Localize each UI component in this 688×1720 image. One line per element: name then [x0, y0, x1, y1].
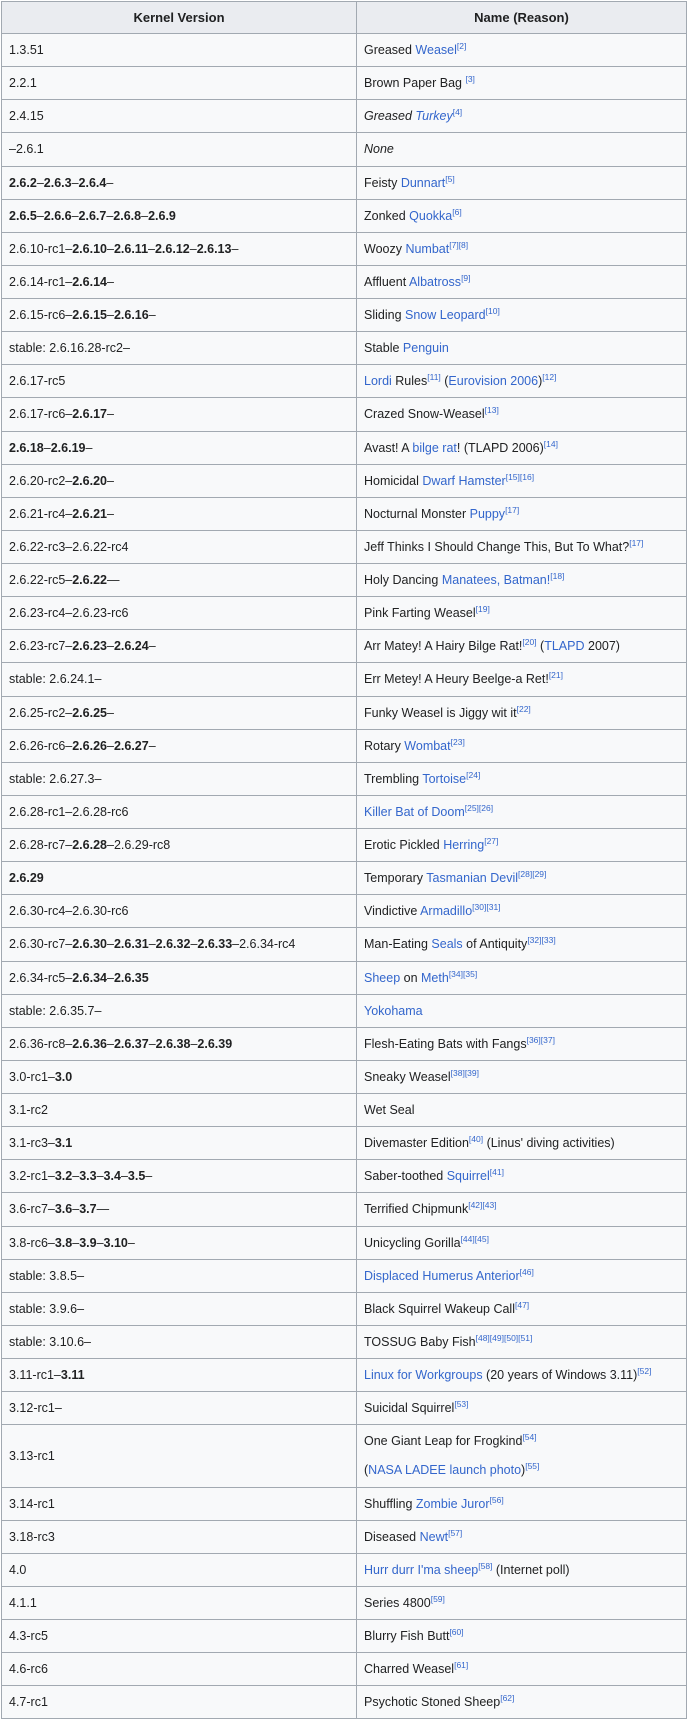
codename-cell: Shuffling Zombie Juror[56] — [357, 1487, 687, 1520]
kernel-version-cell: 2.6.18–2.6.19– — [2, 431, 357, 464]
wiki-link[interactable]: Displaced Humerus Anterior — [364, 1268, 520, 1283]
reference-link[interactable]: [17] — [629, 537, 644, 548]
table-row — [2, 265, 687, 298]
codename-cell: Vindictive Armadillo[30][31] — [357, 895, 687, 928]
codename-cell: Zonked Quokka[6] — [357, 199, 687, 232]
kernel-version-cell: 3.0-rc1–3.0 — [2, 1060, 357, 1093]
reference-link[interactable]: [38] — [450, 1067, 465, 1078]
reference-link[interactable]: [15] — [505, 471, 520, 482]
codename-cell: Wet Seal — [357, 1094, 687, 1127]
reference-link[interactable]: [6] — [452, 206, 462, 217]
table-row — [2, 166, 687, 199]
kernel-version-cell: 4.3-rc5 — [2, 1620, 357, 1653]
table-row — [2, 1292, 687, 1325]
codename-cell: Terrified Chipmunk[42][43] — [357, 1193, 687, 1226]
codename-cell: Lordi Rules[11] (Eurovision 2006)[12] — [357, 365, 687, 398]
wiki-link[interactable]: Weasel — [415, 43, 457, 57]
reference-link[interactable]: [4] — [452, 107, 463, 118]
reference-link[interactable]: [45] — [474, 1233, 489, 1244]
codename-cell: Flesh-Eating Bats with Fangs[36][37] — [357, 1027, 687, 1060]
table-row — [2, 1586, 687, 1619]
wiki-link[interactable]: Zombie Juror — [415, 1496, 490, 1511]
table-row — [2, 398, 687, 431]
table-row — [2, 497, 687, 530]
kernel-version-cell: 2.6.23-rc7–2.6.23–2.6.24– — [2, 630, 357, 663]
wiki-link[interactable]: Tortoise — [422, 771, 467, 786]
table-row — [2, 34, 687, 67]
codename-cell: Man-Eating Seals of Antiquity[32][33] — [357, 928, 687, 961]
codename-cell: Psychotic Stoned Sheep[62] — [357, 1686, 687, 1719]
codename-cell: Greased Weasel[2] — [357, 34, 687, 67]
table-row — [2, 564, 687, 597]
kernel-version-cell: 2.6.25-rc2–2.6.25– — [2, 696, 357, 729]
wiki-link[interactable]: Armadillo — [420, 904, 473, 919]
kernel-version-cell: 2.6.34-rc5–2.6.34–2.6.35 — [2, 961, 357, 994]
table-row — [2, 299, 687, 332]
wiki-link[interactable]: bilge rat — [412, 440, 457, 455]
table-row — [2, 696, 687, 729]
reference-link[interactable]: [29] — [532, 868, 547, 879]
reference-link[interactable]: [2] — [456, 40, 467, 51]
kernel-version-cell: 4.6-rc6 — [2, 1653, 357, 1686]
wiki-link[interactable]: Killer Bat of Doom — [364, 804, 465, 819]
reference-link[interactable]: [60] — [449, 1626, 464, 1637]
reference-link[interactable]: [24] — [466, 769, 481, 780]
kernel-version-cell: 4.1.1 — [2, 1586, 357, 1619]
reference-link[interactable]: [61] — [454, 1659, 469, 1670]
wiki-link[interactable]: Sheep — [364, 970, 401, 985]
codename-cell: Feisty Dunnart[5] — [357, 166, 687, 199]
kernel-version-cell: 2.6.2–2.6.3–2.6.4– — [2, 166, 357, 199]
table-row — [2, 961, 687, 994]
table-row — [2, 1226, 687, 1259]
reference-link[interactable]: [43] — [482, 1200, 497, 1211]
kernel-version-cell: stable: 3.8.5– — [2, 1259, 357, 1292]
table-row — [2, 1060, 687, 1093]
table-row — [2, 663, 687, 696]
reference-link[interactable]: [13] — [484, 405, 499, 416]
codename-cell: TOSSUG Baby Fish[48][49][50][51] — [357, 1325, 687, 1358]
wiki-link[interactable]: Dwarf Hamster — [422, 473, 506, 488]
reference-link[interactable]: [47] — [514, 1299, 530, 1310]
reference-link[interactable]: [53] — [454, 1398, 469, 1409]
codename-cell: Divemaster Edition[40] (Linus' diving activities) — [357, 1127, 687, 1160]
wiki-link[interactable]: TLAPD — [544, 639, 585, 654]
table-row — [2, 729, 687, 762]
wiki-link[interactable]: Yokohama — [364, 1003, 423, 1018]
kernel-version-cell: 2.6.15-rc6–2.6.15–2.6.16– — [2, 299, 357, 332]
reference-link[interactable]: [26] — [478, 802, 494, 813]
table-row — [2, 1553, 687, 1586]
codename-cell: Crazed Snow-Weasel[13] — [357, 398, 687, 431]
codename-cell: Sneaky Weasel[38][39] — [357, 1060, 687, 1093]
codename-cell: Temporary Tasmanian Devil[28][29] — [357, 862, 687, 895]
reference-link[interactable]: [3] — [465, 73, 475, 84]
wiki-link[interactable]: Quokka — [409, 208, 453, 223]
codename-cell — [357, 1259, 687, 1292]
kernel-version-cell: 2.6.20-rc2–2.6.20– — [2, 464, 357, 497]
table-row — [2, 1620, 687, 1653]
reference-link[interactable]: [35] — [463, 968, 478, 979]
wiki-link[interactable]: Dunnart — [400, 175, 446, 190]
table-row — [2, 1325, 687, 1358]
reference-link[interactable]: [62] — [500, 1693, 515, 1704]
wiki-link[interactable]: Lordi — [364, 374, 392, 389]
kernel-version-cell: stable: 3.9.6– — [2, 1292, 357, 1325]
codename-cell: Pink Farting Weasel[19] — [357, 597, 687, 630]
wiki-link[interactable]: Tasmanian Devil — [426, 871, 519, 886]
codename-cell: Rotary Wombat[23] — [357, 729, 687, 762]
reference-link[interactable]: [33] — [541, 935, 556, 946]
kernel-version-cell: 2.6.21-rc4–2.6.21– — [2, 497, 357, 530]
kernel-version-cell: 2.6.23-rc4–2.6.23-rc6 — [2, 597, 357, 630]
codename-cell: Unicycling Gorilla[44][45] — [357, 1226, 687, 1259]
reference-link[interactable]: [20] — [522, 637, 537, 648]
wiki-link[interactable]: Wombat — [404, 738, 451, 753]
codename-cell: Black Squirrel Wakeup Call[47] — [357, 1292, 687, 1325]
table-body — [2, 34, 687, 1719]
column-header-name-reason: Name (Reason) — [357, 2, 687, 34]
codename-cell: Funky Weasel is Jiggy wit it[22] — [357, 696, 687, 729]
codename-cell: Brown Paper Bag [3] — [357, 67, 687, 100]
kernel-version-cell: stable: 3.10.6– — [2, 1325, 357, 1358]
reference-link[interactable]: [41] — [489, 1167, 504, 1178]
kernel-version-cell: 3.1-rc3–3.1 — [2, 1127, 357, 1160]
reference-link[interactable]: [14] — [543, 438, 558, 449]
table-row — [2, 795, 687, 828]
kernel-version-cell: 2.6.30-rc4–2.6.30-rc6 — [2, 895, 357, 928]
kernel-version-cell: 3.2-rc1–3.2–3.3–3.4–3.5– — [2, 1160, 357, 1193]
table-head — [2, 2, 687, 34]
wiki-link[interactable]: Hurr durr I'ma sheep — [364, 1562, 479, 1577]
kernel-version-cell: 2.6.17-rc6–2.6.17– — [2, 398, 357, 431]
reference-link[interactable]: [22] — [516, 703, 531, 714]
codename-cell: One Giant Leap for Frogkind[54] (NASA LADEE launch photo)[55] — [357, 1425, 687, 1487]
kernel-version-cell: 4.0 — [2, 1553, 357, 1586]
codename-cell: Sheep on Meth[34][35] — [357, 961, 687, 994]
kernel-version-cell: stable: 2.6.16.28-rc2– — [2, 332, 357, 365]
table-row — [2, 762, 687, 795]
table-row — [2, 67, 687, 100]
table-row — [2, 1653, 687, 1686]
reference-link[interactable]: [7] — [449, 239, 459, 250]
reference-link[interactable]: [36] — [526, 1034, 541, 1045]
wiki-link[interactable]: Squirrel — [446, 1169, 490, 1184]
reference-link[interactable]: [44] — [460, 1233, 475, 1244]
table-row — [2, 895, 687, 928]
codename-cell — [357, 994, 687, 1027]
table-row — [2, 928, 687, 961]
codename-cell: Diseased Newt[57] — [357, 1520, 687, 1553]
table-row — [2, 365, 687, 398]
wiki-link[interactable]: Meth — [421, 970, 449, 985]
reference-link[interactable]: [46] — [519, 1266, 534, 1277]
codename-cell: Avast! A bilge rat! (TLAPD 2006)[14] — [357, 431, 687, 464]
table-row — [2, 1160, 687, 1193]
table-row — [2, 464, 687, 497]
kernel-version-cell: 3.13-rc1 — [2, 1425, 357, 1487]
kernel-version-cell: 1.3.51 — [2, 34, 357, 67]
kernel-version-cell: 2.6.14-rc1–2.6.14– — [2, 265, 357, 298]
reference-link[interactable]: [56] — [489, 1494, 504, 1505]
reference-link[interactable]: [58] — [478, 1560, 493, 1571]
kernel-version-cell: stable: 2.6.35.7– — [2, 994, 357, 1027]
codename-cell: Series 4800[59] — [357, 1586, 687, 1619]
table-row — [2, 199, 687, 232]
reference-link[interactable]: [40] — [468, 1133, 484, 1144]
codename-cell: Saber-toothed Squirrel[41] — [357, 1160, 687, 1193]
codename-cell: Holy Dancing Manatees, Batman![18] — [357, 564, 687, 597]
codename-cell: Stable Penguin — [357, 332, 687, 365]
codename-cell: Erotic Pickled Herring[27] — [357, 829, 687, 862]
table-row — [2, 1027, 687, 1060]
reference-link[interactable]: [57] — [448, 1527, 463, 1538]
table-row — [2, 1487, 687, 1520]
wiki-link[interactable]: Linux for Workgroups — [364, 1368, 483, 1382]
kernel-version-cell: 3.11-rc1–3.11 — [2, 1359, 357, 1392]
kernel-version-cell: 4.7-rc1 — [2, 1686, 357, 1719]
kernel-version-cell: 2.2.1 — [2, 67, 357, 100]
codename-cell: None — [357, 133, 687, 166]
kernel-version-cell: –2.6.1 — [2, 133, 357, 166]
reference-link[interactable]: [59] — [430, 1593, 445, 1604]
reference-link[interactable]: [50] — [503, 1332, 519, 1343]
kernel-codename-table — [1, 1, 687, 1719]
kernel-version-cell: 2.6.28-rc1–2.6.28-rc6 — [2, 795, 357, 828]
table-row — [2, 862, 687, 895]
table-row — [2, 1359, 687, 1392]
wiki-link[interactable]: Penguin — [402, 341, 449, 356]
kernel-version-cell: 3.12-rc1– — [2, 1392, 357, 1425]
kernel-version-cell: stable: 2.6.27.3– — [2, 762, 357, 795]
table-row — [2, 1094, 687, 1127]
table-row — [2, 1193, 687, 1226]
reference-link[interactable]: [11] — [427, 372, 441, 383]
wiki-link[interactable]: Puppy — [469, 506, 506, 521]
table-row — [2, 630, 687, 663]
table-row — [2, 1392, 687, 1425]
kernel-version-cell: 2.6.17-rc5 — [2, 365, 357, 398]
table-row — [2, 431, 687, 464]
kernel-version-cell: stable: 2.6.24.1– — [2, 663, 357, 696]
kernel-version-cell: 2.6.29 — [2, 862, 357, 895]
codename-cell: Blurry Fish Butt[60] — [357, 1620, 687, 1653]
table-row — [2, 100, 687, 133]
column-header-kernel-version: Kernel Version — [2, 2, 357, 34]
wiki-link[interactable]: Eurovision 2006 — [448, 374, 539, 389]
reference-link[interactable]: [19] — [475, 603, 490, 614]
reference-link[interactable]: [8] — [458, 239, 469, 250]
wiki-link[interactable]: Numbat — [405, 241, 450, 256]
table-row — [2, 1127, 687, 1160]
reference-link[interactable]: [25] — [464, 802, 479, 813]
codename-cell: Linux for Workgroups (20 years of Windows 3.11)[52] — [357, 1359, 687, 1392]
reference-link[interactable]: [54] — [522, 1432, 537, 1443]
table-row — [2, 1425, 687, 1487]
codename-cell: Hurr durr I'ma sheep[58] (Internet poll) — [357, 1553, 687, 1586]
reference-link[interactable]: [27] — [484, 835, 499, 846]
codename-cell: Woozy Numbat[7][8] — [357, 232, 687, 265]
wiki-link[interactable]: Newt — [419, 1529, 449, 1544]
codename-cell — [357, 795, 687, 828]
reference-link[interactable]: [48] — [475, 1332, 490, 1343]
wiki-link[interactable]: Albatross — [408, 274, 462, 289]
reference-link[interactable]: [39] — [464, 1067, 479, 1078]
table-row — [2, 829, 687, 862]
reference-link[interactable]: [37] — [540, 1034, 555, 1045]
wiki-link[interactable]: Manatees, Batman! — [441, 573, 551, 587]
kernel-version-cell: 2.6.28-rc7–2.6.28–2.6.29-rc8 — [2, 829, 357, 862]
wiki-link[interactable]: Snow Leopard — [405, 308, 486, 322]
reference-link[interactable]: [23] — [450, 736, 465, 747]
reference-link[interactable]: [55] — [525, 1461, 540, 1472]
reference-link[interactable]: [9] — [461, 272, 471, 283]
table-row — [2, 1686, 687, 1719]
reference-link[interactable]: [52] — [637, 1365, 652, 1376]
wiki-link[interactable]: Turkey — [415, 109, 453, 124]
wiki-link[interactable]: Seals — [431, 937, 463, 952]
reference-link[interactable]: [18] — [550, 570, 565, 581]
kernel-version-cell: 2.6.30-rc7–2.6.30–2.6.31–2.6.32–2.6.33–2.6.34-rc4 — [2, 928, 357, 961]
reference-link[interactable]: [16] — [519, 471, 535, 482]
reference-link[interactable]: [17] — [505, 504, 520, 515]
wiki-link[interactable]: NASA LADEE launch photo — [368, 1463, 522, 1478]
kernel-version-cell: 2.6.5–2.6.6–2.6.7–2.6.8–2.6.9 — [2, 199, 357, 232]
codename-cell: Greased Turkey[4] — [357, 100, 687, 133]
codename-cell: Nocturnal Monster Puppy[17] — [357, 497, 687, 530]
codename-cell: Homicidal Dwarf Hamster[15][16] — [357, 464, 687, 497]
reference-link[interactable]: [28] — [518, 868, 533, 879]
kernel-version-cell: 2.6.36-rc8–2.6.36–2.6.37–2.6.38–2.6.39 — [2, 1027, 357, 1060]
codename-cell: Arr Matey! A Hairy Bilge Rat![20] (TLAPD 2007) — [357, 630, 687, 663]
codename-cell: Affluent Albatross[9] — [357, 265, 687, 298]
reference-link[interactable]: [51] — [518, 1332, 533, 1343]
reference-link[interactable]: [49] — [489, 1332, 504, 1343]
kernel-version-cell: 2.6.22-rc3–2.6.22-rc4 — [2, 530, 357, 563]
reference-link[interactable]: [32] — [527, 935, 542, 946]
wiki-link[interactable]: Herring — [443, 838, 485, 852]
table-row — [2, 232, 687, 265]
codename-cell: Err Metey! A Heury Beelge-a Ret![21] — [357, 663, 687, 696]
reference-link[interactable]: [5] — [445, 173, 455, 184]
codename-cell: Suicidal Squirrel[53] — [357, 1392, 687, 1425]
reference-link[interactable]: [42] — [468, 1200, 483, 1211]
table-header-row — [2, 2, 687, 34]
table-row — [2, 994, 687, 1027]
reference-link[interactable]: [30] — [472, 902, 487, 913]
reference-link[interactable]: [12] — [542, 372, 557, 383]
kernel-version-cell: 3.6-rc7–3.6–3.7— — [2, 1193, 357, 1226]
table-row — [2, 530, 687, 563]
codename-cell: Jeff Thinks I Should Change This, But To What?[17] — [357, 530, 687, 563]
kernel-version-cell: 3.1-rc2 — [2, 1094, 357, 1127]
table-row — [2, 133, 687, 166]
kernel-version-cell: 2.6.10-rc1–2.6.10–2.6.11–2.6.12–2.6.13– — [2, 232, 357, 265]
reference-link[interactable]: [10] — [485, 305, 500, 316]
kernel-version-cell: 2.6.26-rc6–2.6.26–2.6.27– — [2, 729, 357, 762]
reference-link[interactable]: [31] — [486, 902, 501, 913]
codename-cell: Charred Weasel[61] — [357, 1653, 687, 1686]
table-row — [2, 1520, 687, 1553]
codename-cell: Trembling Tortoise[24] — [357, 762, 687, 795]
kernel-version-cell: 2.4.15 — [2, 100, 357, 133]
kernel-version-cell: 3.8-rc6–3.8–3.9–3.10– — [2, 1226, 357, 1259]
table-row — [2, 597, 687, 630]
codename-cell: Sliding Snow Leopard[10] — [357, 299, 687, 332]
table-row — [2, 1259, 687, 1292]
table-row — [2, 332, 687, 365]
kernel-version-cell: 2.6.22-rc5–2.6.22— — [2, 564, 357, 597]
reference-link[interactable]: [21] — [548, 670, 563, 681]
kernel-version-cell: 3.18-rc3 — [2, 1520, 357, 1553]
kernel-version-cell: 3.14-rc1 — [2, 1487, 357, 1520]
reference-link[interactable]: [34] — [448, 968, 463, 979]
